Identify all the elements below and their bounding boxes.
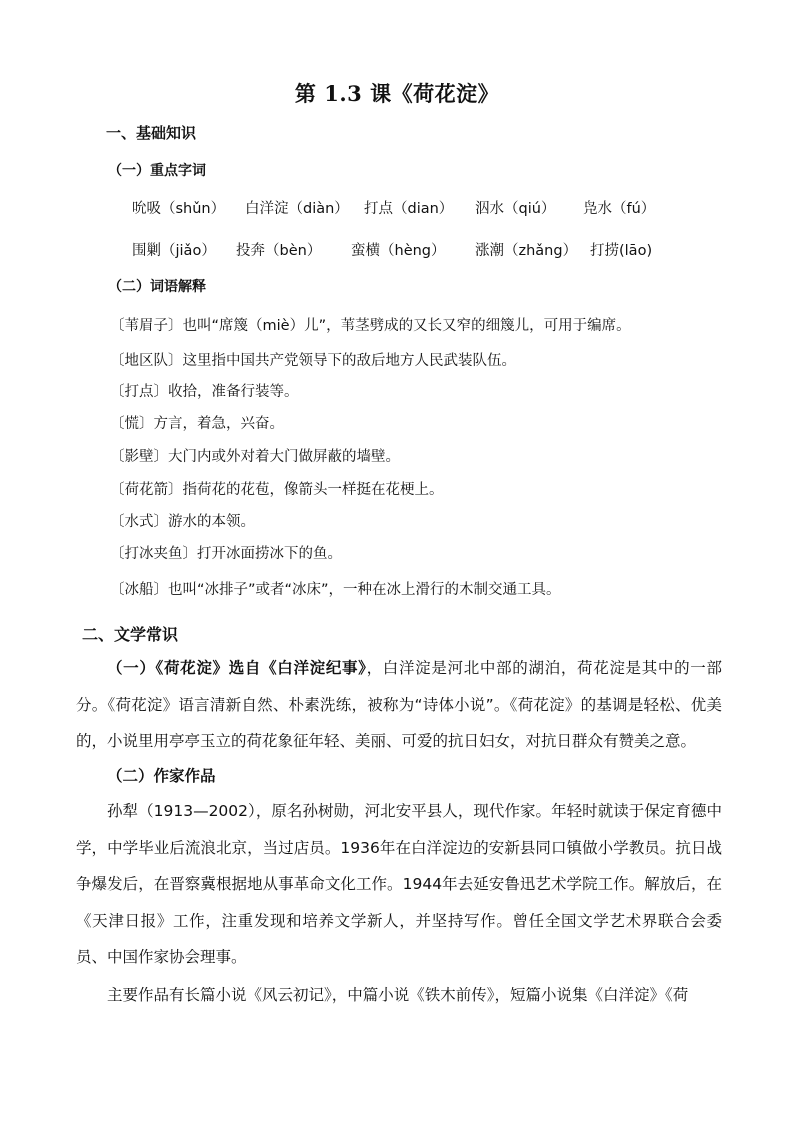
vocab-item: 蛮横（hèng） xyxy=(351,243,446,259)
subheading-key-words: （一）重点字词 xyxy=(108,163,206,179)
definition-item: 〔打冰夹鱼〕打开冰面捞冰下的鱼。 xyxy=(110,546,342,562)
section-heading-basic-knowledge: 一、基础知识 xyxy=(106,124,197,142)
paragraph-major-works: 主要作品有长篇小说《风云初记》，中篇小说《铁木前传》，短篇小说集《白洋淀》《荷 xyxy=(107,986,689,1004)
vocab-item: 凫水（fú） xyxy=(583,201,656,217)
vocab-item: 白洋淀（diàn） xyxy=(245,201,349,217)
paragraph-source xyxy=(76,650,722,760)
vocab-item: 打点（dian） xyxy=(364,201,454,217)
subheading-word-explanation: （二）词语解释 xyxy=(108,279,206,295)
definition-item: 〔水式〕游水的本领。 xyxy=(110,514,255,530)
vocab-item: 涨潮（zhǎng） xyxy=(475,243,578,259)
definition-item: 〔慌〕方言，着急，兴奋。 xyxy=(110,416,284,432)
paragraph-author: 孙犁（1913—2002），原名孙树勋，河北安平县人，现代作家。年轻时就读于保定育德中学，中学毕业后流浪北京，当过店员。1936年在白洋淀边的安新县同口镇做小学教员。抗日战争爆发后，在晋察冀根据地从事革命文化工作。1944年去延安鲁迅艺术学院工作。解放后，在《天津日报》工作，注重发现和培养文学新人，并坚持写作。曾任全国文学艺术界联合会委员、中国作家协会理事。 xyxy=(76,802,722,966)
vocab-item: 投奔（bèn） xyxy=(236,243,322,259)
vocab-item: 打捞(lāo) xyxy=(590,243,653,259)
vocab-item: 吮吸（shǔn） xyxy=(132,201,226,217)
vocab-item: 泅水（qiú） xyxy=(475,201,556,217)
definition-item: 〔打点〕收拾，准备行装等。 xyxy=(110,384,299,400)
vocab-item: 围剿（jiǎo） xyxy=(132,243,216,259)
page-title: 第 1.3 课《荷花淀》 xyxy=(294,81,500,106)
definition-item: 〔荷花箭〕指荷花的花苞，像箭头一样挺在花梗上。 xyxy=(110,482,444,498)
definition-item: 〔冰船〕也叫“冰排子”或者“冰床”，一种在冰上滑行的木制交通工具。 xyxy=(110,582,561,598)
definition-item: 〔苇眉子〕也叫“席篾（miè）儿”，苇茎劈成的又长又窄的细篾儿，可用于编席。 xyxy=(110,318,631,334)
subheading-author-works: （二）作家作品 xyxy=(107,767,216,785)
definition-item: 〔地区队〕这里指中国共产党领导下的敌后地方人民武装队伍。 xyxy=(110,353,516,369)
paragraph-source-bold: （一）《荷花淀》选自《白洋淀纪事》 xyxy=(107,659,367,677)
section-heading-literary-knowledge: 二、文学常识 xyxy=(82,625,179,644)
paragraph-source-text: ，白洋淀是河北中部的湖泊，荷花淀是其中的一部分。《荷花淀》语言清新自然、朴素洗练，被称为“诗体小说”。《荷花淀》的基调是轻松、优美的，小说里用亭亭玉立的荷花象征年轻、美丽、可爱的抗日妇女，对抗日群众有赞美之意。 xyxy=(76,659,722,750)
definition-item: 〔影壁〕大门内或外对着大门做屏蔽的墙壁。 xyxy=(110,449,400,465)
